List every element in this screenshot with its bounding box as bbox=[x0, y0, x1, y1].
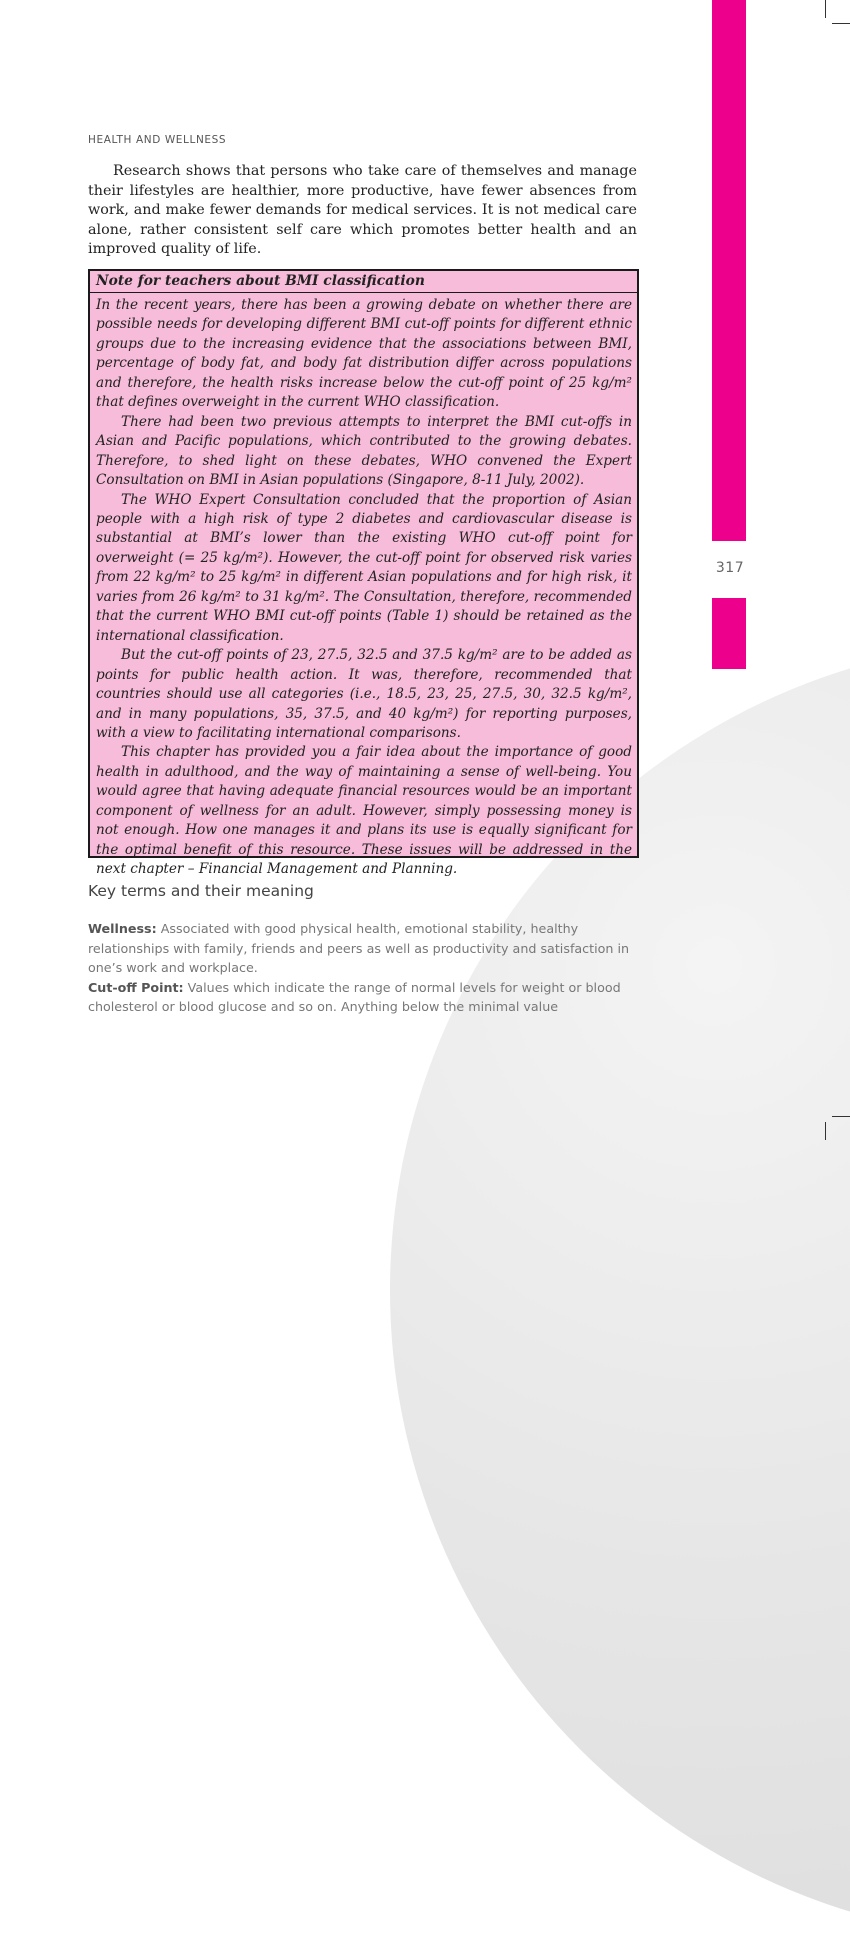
crop-mark-top-vertical bbox=[825, 0, 826, 18]
term-definition: Associated with good physical health, emotional stability, healthy relationships with family, friends and peers as well as productivity and satisfaction in one’s work and workplace. bbox=[88, 921, 630, 975]
crop-mark-top-horizontal bbox=[832, 23, 850, 24]
intro-paragraph: Research shows that persons who take care of themselves and manage their lifestyles are healthier, more productive, have fewer absences from work, and make fewer demands for medical services. It is not medical care alone, rather consistent self care which promotes better health and an improved quality of life. bbox=[88, 163, 637, 258]
term-label: Wellness: bbox=[88, 921, 157, 936]
note-title: Note for teachers about BMI classification bbox=[90, 271, 637, 293]
note-paragraph-5: This chapter has provided you a fair idea about the importance of good health in adulthood, and the way of maintaining a sense of well-being. You would agree that having adequate financial resources would be an important component of wellness for an adult. However, simply possessing money is not enough. How one manages it and plans its use is equally significant for the optimal benefit of this resource. These issues will be addressed in the next chapter – Financial Management and Planning. bbox=[96, 744, 632, 878]
running-header: HEALTH AND WELLNESS bbox=[88, 134, 227, 146]
note-paragraph-1: In the recent years, there has been a growing debate on whether there are possible needs for developing different BMI cut-off points for different ethnic groups due to the increasing evidence that the associations between BMI, percentage of body fat, and body fat distribution differ across populations and therefore, the health risks increase below the cut-off point of 25 kg/m² that defines overweight in the current WHO classification. bbox=[96, 297, 632, 411]
note-paragraph-4: But the cut-off points of 23, 27.5, 32.5 and 37.5 kg/m² are to be added as points for public health action. It was, therefore, recommended that countries should use all categories (i.e., 18.5, 23, 25, 27.5, 30, 32.5 kg/m², and in many populations, 35, 37.5, and 40 kg/m²) for reporting purposes, with a view to facilitating international comparisons. bbox=[96, 647, 632, 741]
term-label: Cut-off Point: bbox=[88, 979, 184, 995]
term-definition: Values which indicate the range of normal levels for weight or blood cholesterol or blood glucose and so on. Anything below the minimal value bbox=[88, 979, 621, 1014]
note-paragraph-3: The WHO Expert Consultation concluded that the proportion of Asian people with a high risk of type 2 diabetes and cardiovascular disease is substantial at BMI’s lower than the existing WHO cut-off point for overweight (= 25 kg/m²). However, the cut-off point for observed risk varies from 22 kg/m² to 25 kg/m² in different Asian populations and for high risk, it varies from 26 kg/m² to 31 kg/m². The Consultation, therefore, recommended that the current WHO BMI cut-off points (Table 1) should be retained as the international classification. bbox=[96, 491, 632, 644]
note-paragraph-2: There had been two previous attempts to interpret the BMI cut-offs in Asian and Pacific populations, which contributed to the growing debates. Therefore, to shed light on these debates, WHO convened the Expert Consultation on BMI in Asian populations (Singapore, 8-11 July, 2002). bbox=[96, 413, 632, 489]
crop-mark-bottom-vertical bbox=[825, 1122, 826, 1140]
key-term-item bbox=[88, 919, 640, 978]
note-body bbox=[90, 293, 637, 880]
crop-mark-bottom-horizontal bbox=[832, 1116, 850, 1117]
page-number: 317 bbox=[715, 560, 745, 576]
magenta-side-bar-bottom bbox=[712, 598, 746, 669]
key-term-item bbox=[88, 978, 640, 1017]
teacher-note-box bbox=[88, 269, 639, 878]
key-terms-heading: Key terms and their meaning bbox=[88, 882, 314, 900]
key-terms-list bbox=[88, 919, 640, 1017]
magenta-side-bar-top bbox=[712, 0, 746, 541]
